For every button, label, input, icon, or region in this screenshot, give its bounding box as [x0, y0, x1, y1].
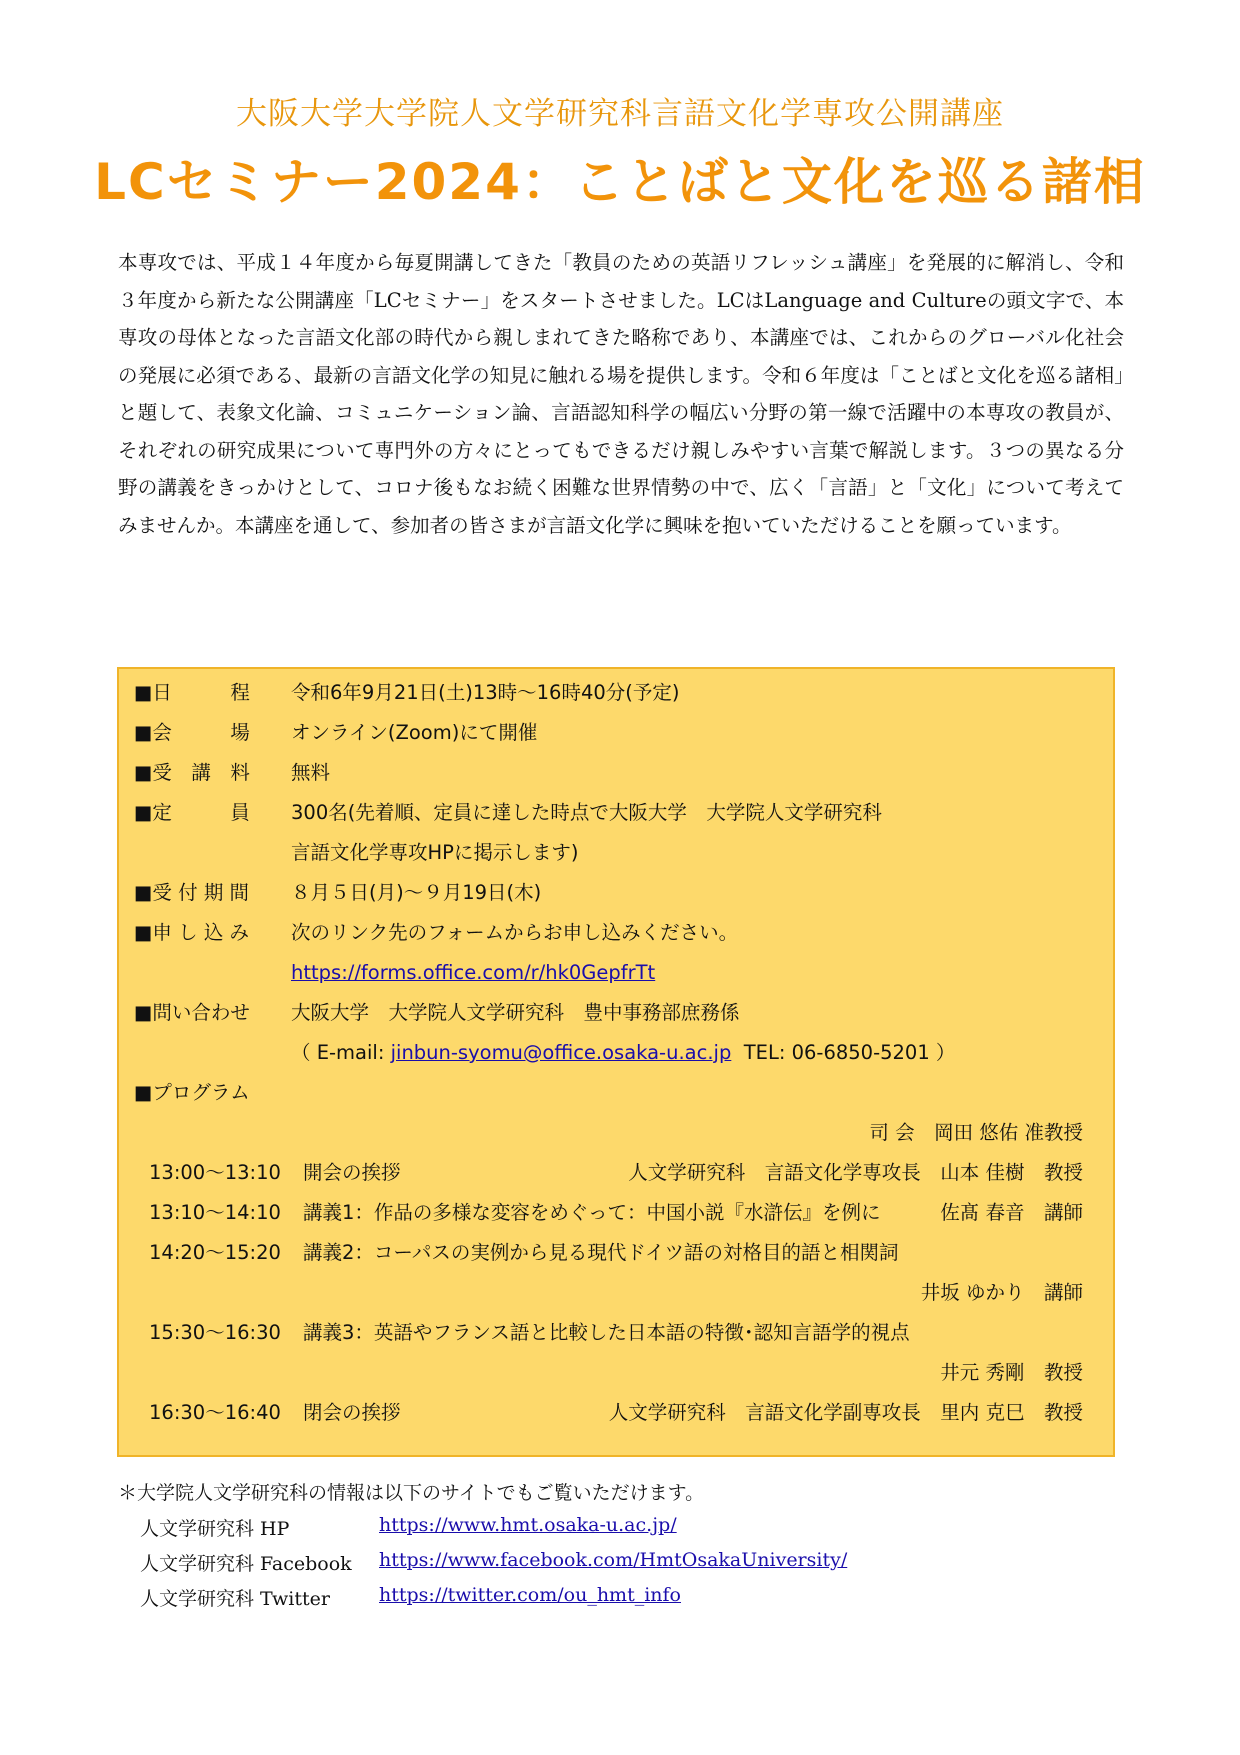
footer-link-row: [0, 1584, 1240, 1614]
capacity-value: 300名(先着順、定員に達した時点で大阪大学 大学院人文学研究科: [291, 801, 882, 824]
program-title: 開会の挨拶: [303, 1161, 401, 1184]
program-speaker: 人文学研究科 言語文化学副専攻長 里内 克巳 教授: [608, 1401, 1083, 1424]
page-title: LCセミナー2024：ことばと文化を巡る諸相: [94, 153, 1146, 211]
capacity-value-cont: 言語文化学専攻HPに掲示します): [291, 841, 579, 864]
program-speaker-row: [119, 1279, 1113, 1307]
period-label: ■受 付 期 間: [134, 881, 250, 904]
twitter-link[interactable]: https://twitter.com/ou_hmt_info: [379, 1584, 681, 1606]
program-speaker: 井坂 ゆかり 講師: [920, 1281, 1083, 1304]
fee-value: 無料: [291, 761, 331, 784]
program-moderator-row: [119, 1119, 1113, 1147]
period-value: ８月５日(月)～９月19日(木): [291, 881, 542, 904]
facebook-link[interactable]: https://www.facebook.com/HmtOsakaUniversity/: [379, 1549, 848, 1571]
fee-label: ■受 講 料: [134, 761, 250, 784]
date-label: ■日 程: [134, 681, 250, 704]
footer-link-row: [0, 1514, 1240, 1544]
program-moderator: 司 会 岡田 悠佑 准教授: [869, 1121, 1083, 1144]
event-info-box: [117, 667, 1115, 1457]
program-time: 15:30～16:30: [149, 1321, 281, 1344]
program-row: [119, 1239, 1113, 1267]
apply-form-link[interactable]: https://forms.office.com/r/hk0GepfrTt: [291, 961, 656, 984]
program-row: [119, 1199, 1113, 1227]
program-title: 講義3：英語やフランス語と比較した日本語の特徴･認知言語学的視点: [303, 1321, 910, 1344]
capacity-label: ■定 員: [134, 801, 250, 824]
footer-link-label: 人文学研究科 Facebook: [140, 1553, 352, 1575]
program-speaker: 佐髙 春音 講師: [940, 1201, 1083, 1224]
contact-open: （ E-mail:: [291, 1041, 391, 1064]
apply-label: ■申 し 込 み: [134, 921, 250, 944]
contact-detail: [291, 1039, 955, 1067]
footer-link-row: [0, 1549, 1240, 1579]
series-subtitle: 大阪大学大学院人文学研究科言語文化学専攻公開講座: [236, 96, 1004, 132]
program-speaker-row: [119, 1359, 1113, 1387]
program-title: 講義1：作品の多様な変容をめぐって：中国小説『水滸伝』を例に: [303, 1201, 881, 1224]
program-row: [119, 1159, 1113, 1187]
footer-link-label: 人文学研究科 Twitter: [140, 1588, 330, 1610]
footer-note: ＊大学院人文学研究科の情報は以下のサイトでもご覧いただけます。: [118, 1482, 705, 1504]
program-title: 講義2：コーパスの実例から見る現代ドイツ語の対格目的語と相関詞: [303, 1241, 899, 1264]
contact-value: 大阪大学 大学院人文学研究科 豊中事務部庶務係: [291, 1001, 740, 1024]
intro-paragraph: 本専攻では、平成１４年度から毎夏開講してきた「教員のための英語リフレッシュ講座」を発展的に解消し、令和３年度から新たな公開講座「LCセミナー」をスタートさせました。LCはLanguage and Cultureの頭文字で、本専攻の母体となった言語文化部の時代から親しまれてきた略称であり、本講座では、これからのグローバル化社会の発展に必須である、最新の言語文化学の知見に触れる場を提供します。令和６年度は「ことばと文化を巡る諸相」と題して、表象文化論、コミュニケーション論、言語認知科学の幅広い分野の第一線で活躍中の本専攻の教員が、それぞれの研究成果について専門外の方々にとってもできるだけ親しみやすい言葉で解説します。３つの異なる分野の講義をきっかけとして、コロナ後もなお続く困難な世界情勢の中で、広く「言語」と「文化」について考えてみませんか。本講座を通して、参加者の皆さまが言語文化学に興味を抱いていただけることを願っています。: [118, 251, 1124, 537]
program-time: 13:10～14:10: [149, 1201, 281, 1224]
program-speaker: 井元 秀剛 教授: [940, 1361, 1083, 1384]
contact-label: ■問い合わせ: [134, 1001, 250, 1024]
apply-value: 次のリンク先のフォームからお申し込みください。: [291, 921, 739, 944]
program-speaker: 人文学研究科 言語文化学専攻長 山本 佳樹 教授: [628, 1161, 1083, 1184]
program-row: [119, 1399, 1113, 1427]
program-title: 閉会の挨拶: [303, 1401, 401, 1424]
contact-tel: TEL: 06-6850-5201 ）: [743, 1041, 956, 1064]
contact-email-link[interactable]: jinbun-syomu@office.osaka-u.ac.jp: [390, 1041, 732, 1064]
program-time: 14:20～15:20: [149, 1241, 281, 1264]
program-row: [119, 1319, 1113, 1347]
date-value: 令和6年9月21日(土)13時～16時40分(予定): [291, 681, 680, 704]
program-time: 16:30～16:40: [149, 1401, 281, 1424]
program-label: ■プログラム: [134, 1081, 250, 1104]
venue-label: ■会 場: [134, 721, 250, 744]
program-time: 13:00～13:10: [149, 1161, 281, 1184]
footer-link-label: 人文学研究科 HP: [140, 1518, 290, 1540]
hp-link[interactable]: https://www.hmt.osaka-u.ac.jp/: [379, 1514, 677, 1536]
venue-value: オンライン(Zoom)にて開催: [291, 721, 538, 744]
